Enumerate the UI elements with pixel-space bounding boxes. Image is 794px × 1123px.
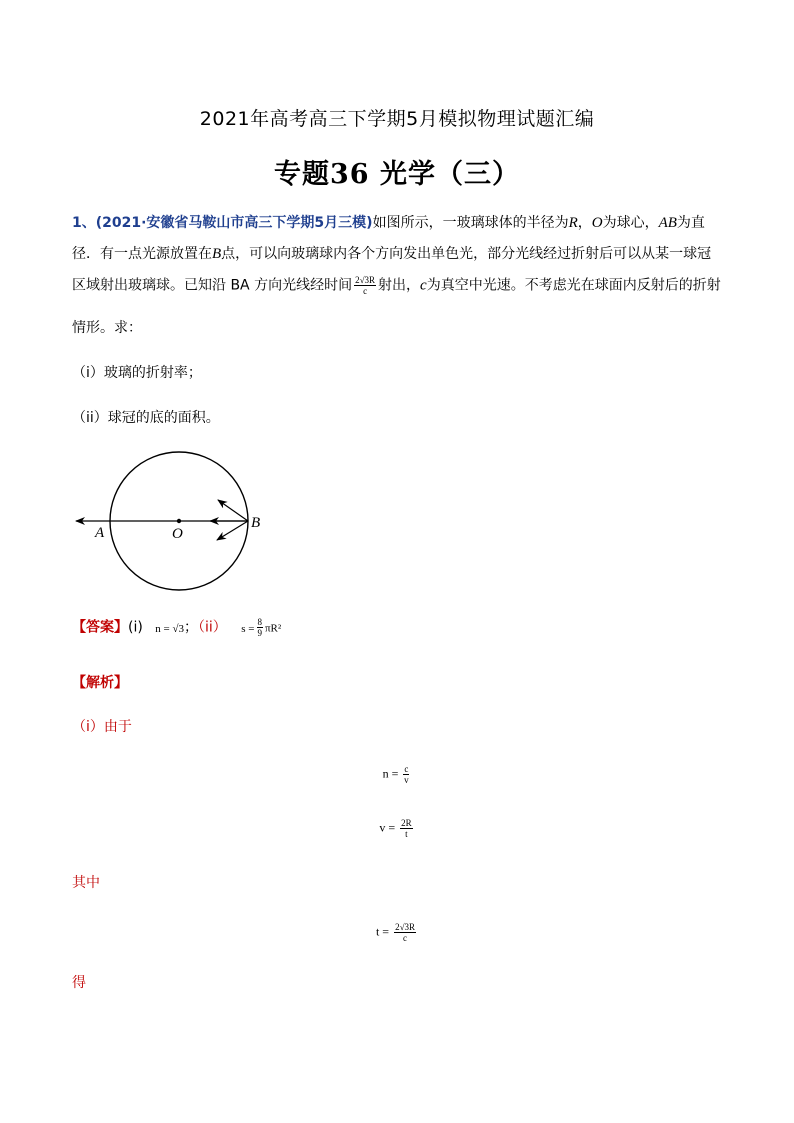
answer-label: 【答案】: [72, 619, 128, 636]
label-B: B: [251, 515, 261, 531]
ray-lower: [217, 521, 248, 540]
symbol-AB: AB: [658, 215, 677, 231]
question-text: ，: [577, 215, 592, 231]
question-text: 为直: [676, 215, 705, 231]
document-title: 专题36 光学（三）: [274, 159, 520, 190]
formula-n: [0, 764, 794, 785]
question-text: 如图所示，一玻璃球体的半径为: [372, 215, 569, 231]
label-A: A: [95, 525, 105, 541]
question-text: 射出，: [378, 277, 421, 294]
question-text: 为真空中光速。不考虑光在球面内反射后的折射: [426, 277, 721, 294]
symbol-R: R: [568, 215, 578, 231]
fraction-numerator: 2√3R: [355, 275, 376, 285]
formula-left: t =: [375, 924, 390, 939]
fraction-numerator: 8: [257, 617, 262, 627]
answer-part2-rest: πR²: [265, 622, 282, 635]
answer-part2-fraction: [257, 617, 264, 638]
ray-upper: [218, 500, 248, 521]
sub-question-2: （ii）球冠的底的面积。: [72, 410, 220, 426]
symbol-O: O: [591, 215, 603, 231]
symbol-B: B: [212, 246, 222, 262]
fraction-denominator: c: [403, 933, 408, 943]
formula-left: n =: [382, 766, 399, 781]
answer-line: [72, 617, 281, 639]
fraction-denominator: c: [363, 286, 368, 296]
formula-t: [0, 922, 794, 943]
question-source: (2021·安徽省马鞍山市高三下学期5月三模): [95, 215, 373, 231]
formula-fraction: [394, 922, 416, 943]
formula-fraction: [400, 818, 413, 839]
fraction-denominator: 9: [257, 628, 262, 638]
document-header: 2021年高考高三下学期5月模拟物理试题汇编: [199, 108, 595, 130]
answer-part2-s: s =: [241, 622, 255, 635]
fraction-denominator: v: [404, 775, 409, 785]
fraction-numerator: 2√3R: [395, 922, 416, 932]
analysis-among: 其中: [72, 875, 100, 891]
glass-sphere-figure: [60, 448, 280, 598]
question-text: 点，可以向玻璃球内各个方向发出单色光，部分光线经过折射后可以从某一球冠: [221, 246, 712, 262]
analysis-label: 【解析】: [72, 675, 128, 691]
time-fraction: [354, 275, 376, 296]
fraction-denominator: t: [405, 829, 408, 839]
sub-question-1: （i）玻璃的折射率；: [72, 365, 202, 381]
symbol-c: c: [420, 277, 427, 294]
question-text: 径．有一点光源放置在: [72, 246, 212, 262]
formula-fraction: [403, 764, 409, 785]
answer-part1-formula: n = √3: [155, 622, 185, 635]
question-line-1: [72, 213, 732, 233]
answer-part1-prefix: (i): [128, 619, 143, 636]
question-text: 为球心，: [602, 215, 659, 231]
analysis-step-1: （i）由于: [72, 719, 132, 735]
question-line-2: [72, 244, 732, 264]
analysis-get: 得: [72, 975, 86, 991]
formula-left: v =: [379, 820, 396, 835]
formula-v: [0, 818, 794, 839]
question-line-4: 情形。求：: [72, 320, 142, 336]
answer-separator: ；: [184, 619, 199, 636]
question-line-3: [72, 275, 752, 296]
question-text: 区域射出玻璃球。已知沿 BA 方向光线经时间: [72, 277, 353, 294]
label-O: O: [172, 526, 183, 542]
fraction-numerator: 2R: [401, 818, 412, 828]
fraction-numerator: c: [404, 764, 409, 774]
center-point: [177, 519, 181, 523]
question-number: 1、: [72, 215, 96, 231]
answer-part2-prefix: （ii）: [198, 619, 227, 636]
